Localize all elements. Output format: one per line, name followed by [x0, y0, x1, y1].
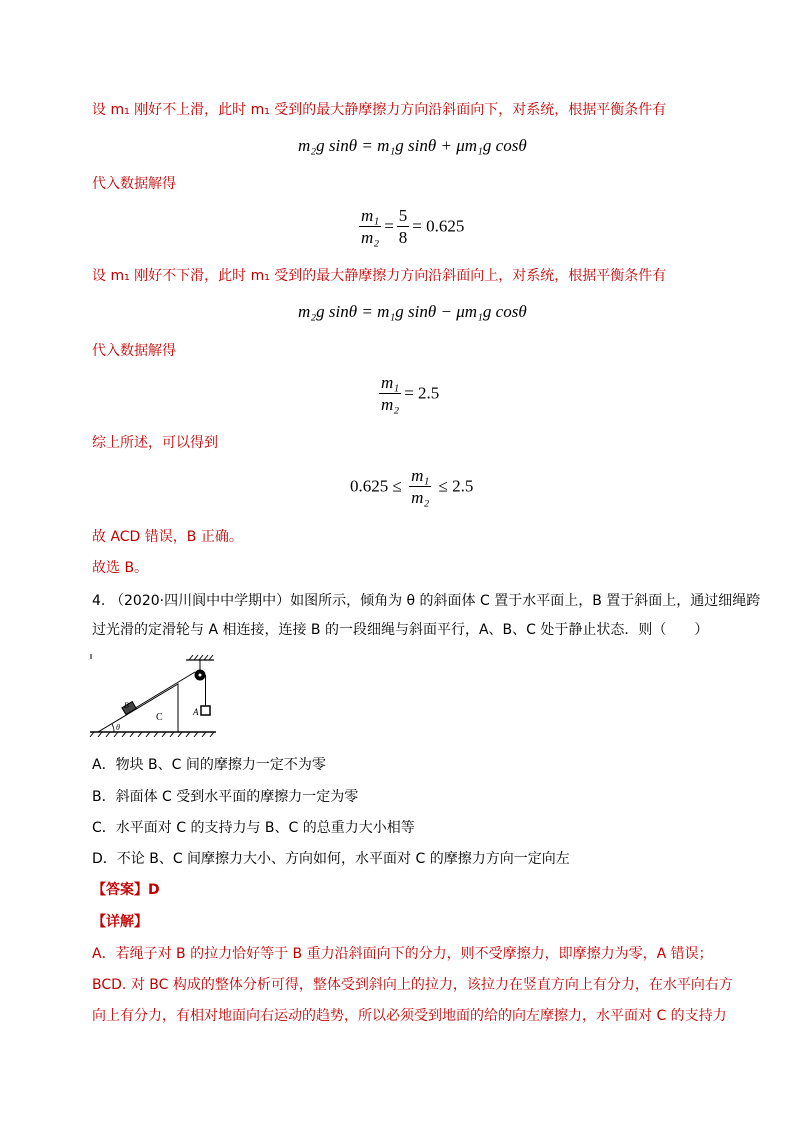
fraction-5-8: $\frac{5}{8}$ — [398, 206, 408, 247]
equation-ratio-25: $\frac{\text{m₁}}{\text{m₂}}$ = 2.5 — [381, 373, 440, 414]
detail-line-1: A．若绳子对 B 的拉力恰好等于 B 重力沿斜面向下的分力，则不受摩擦力，即摩擦力为零，A 错误； — [92, 946, 713, 962]
fraction-m1-m2: $\frac{\text{m₁}}{\text{m₂}}$ — [361, 206, 380, 247]
incline-c — [98, 684, 178, 732]
label-c: C — [156, 712, 163, 723]
option-a: A．物块 B、C 间的摩擦力一定不为零 — [92, 757, 326, 773]
label-b: B — [124, 701, 129, 710]
equation-range: 0.625 ≤ $\frac{\text{m₁}}{\text{m₂}}$ ≤ 2.5 — [350, 466, 474, 507]
solution-line-substitute-1: 代入数据解得 — [92, 176, 176, 192]
solution-line-summary: 综上所述，可以得到 — [92, 435, 218, 451]
label-theta: θ — [116, 723, 120, 732]
equation-lower-limit: m₂g sinθ = m₁g sinθ − μm₁g cosθ — [298, 302, 527, 321]
solution-line-upper-limit: 设 m₁ 刚好不上滑，此时 m₁ 受到的最大静摩擦力方向沿斜面向下，对系统，根据平衡条件有 — [92, 102, 667, 118]
label-a: A — [193, 707, 199, 717]
question-text-line-1: （2020·四川阆中中学期中）如图所示，倾角为 θ 的斜面体 C 置于水平面上，B 置于斜面上，通过细绳跨 — [110, 593, 761, 609]
option-d: D．不论 B、C 间摩擦力大小、方向如何，水平面对 C 的摩擦力方向一定向左 — [92, 851, 570, 867]
equation-upper-limit: m₂g sinθ = m₁g sinθ + μm₁g cosθ — [298, 136, 527, 155]
option-c: C．水平面对 C 的支持力与 B、C 的总重力大小相等 — [92, 820, 415, 836]
equation-ratio-0625: $\frac{\text{m₁}}{\text{m₂}}$ = $\frac{5}{8}$ = 0.625 — [361, 206, 465, 247]
solution-line-substitute-2: 代入数据解得 — [92, 343, 176, 359]
incline-pulley-figure — [86, 648, 256, 744]
detail-title: 【详解】 — [92, 914, 148, 930]
detail-line-3: 向上有分力，有相对地面向右运动的趋势，所以必须受到地面的给的向左摩擦力，水平面对 C 的支持力 — [92, 1008, 727, 1024]
ground — [90, 732, 216, 737]
answer: 【答案】D — [92, 882, 160, 898]
question-text-line-2: 过光滑的定滑轮与 A 相连接，连接 B 的一段细绳与斜面平行，A、B、C 处于静止状态．则（ ） — [92, 622, 709, 638]
question-number: 4. — [92, 593, 106, 609]
detail-line-2: BCD. 对 BC 构成的整体分析可得，整体受到斜向上的拉力，该拉力在竖直方向上有分力，在水平向右方 — [92, 977, 733, 993]
solution-line-lower-limit: 设 m₁ 刚好不下滑，此时 m₁ 受到的最大静摩擦力方向沿斜面向上，对系统，根据平衡条件有 — [92, 268, 667, 284]
option-b: B．斜面体 C 受到水平面的摩擦力一定为零 — [92, 789, 359, 805]
solution-choice: 故选 B。 — [92, 560, 149, 576]
ceiling-support — [186, 655, 214, 670]
solution-conclusion: 故 ACD 错误，B 正确。 — [92, 529, 243, 545]
block-a — [201, 706, 210, 715]
